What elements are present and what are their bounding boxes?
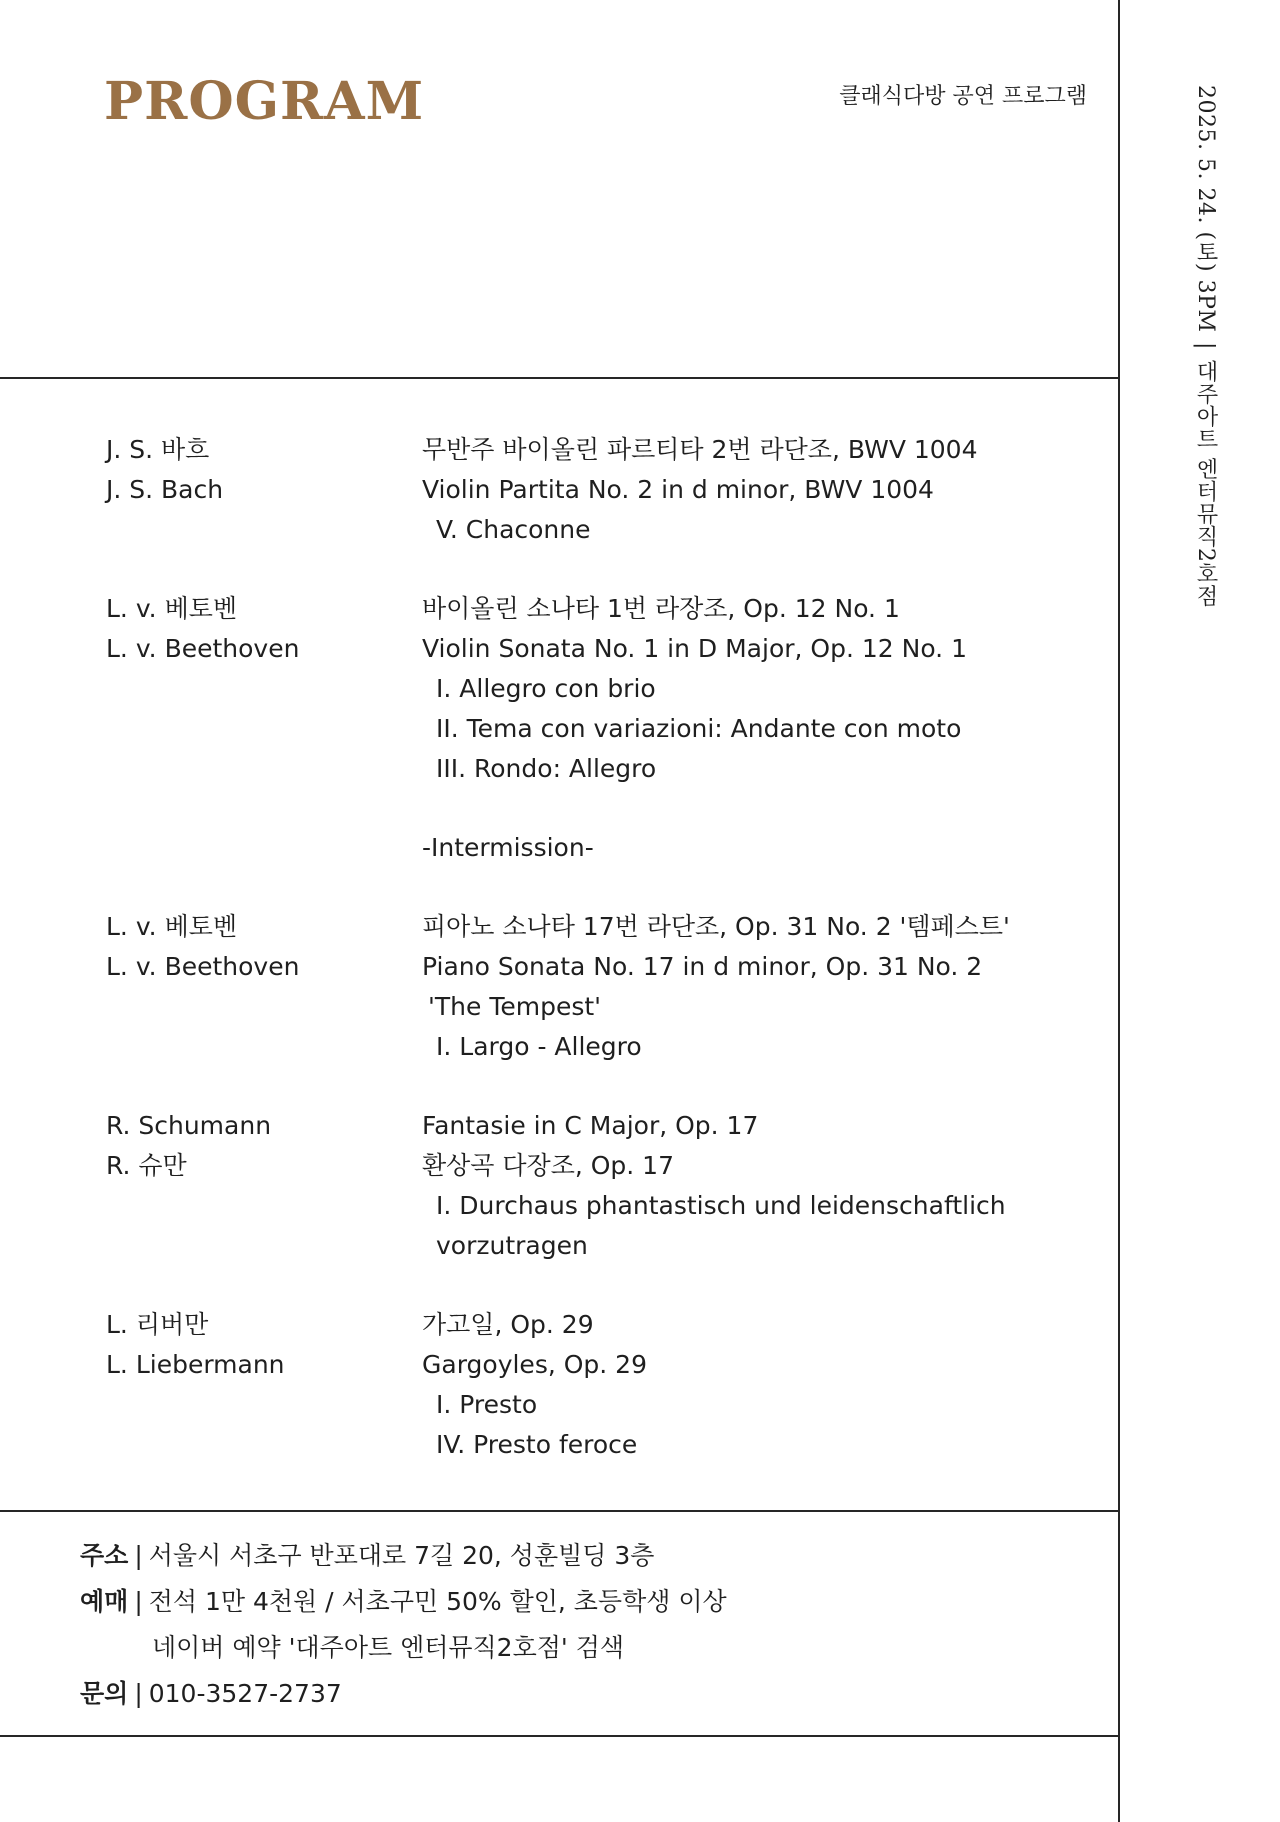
- composer-english: L. v. Beethoven: [106, 952, 300, 981]
- ticket-label: 예매: [80, 1587, 129, 1616]
- composer-english: L. v. Beethoven: [106, 634, 300, 663]
- piece-title-korean: 바이올린 소나타 1번 라장조, Op. 12 No. 1: [422, 594, 900, 623]
- ticket-value: 전석 1만 4천원 / 서초구민 50% 할인, 초등학생 이상: [148, 1587, 727, 1616]
- program-item-schumann: [106, 1106, 1122, 1266]
- separator: |: [134, 1679, 143, 1708]
- event-info: [80, 1533, 727, 1717]
- program-list: [106, 430, 1122, 1465]
- piece-title-english: Piano Sonata No. 17 in d minor, Op. 31 No. 2: [422, 952, 983, 981]
- divider-bottom: [0, 1510, 1119, 1512]
- movement: I. Allegro con brio: [436, 674, 656, 703]
- movement: V. Chaconne: [436, 515, 591, 544]
- page-subtitle: 클래식다방 공연 프로그램: [839, 84, 1087, 109]
- piece-title-korean: 가고일, Op. 29: [422, 1310, 594, 1339]
- composer: [106, 1305, 406, 1385]
- separator: |: [134, 1541, 143, 1570]
- composer-english: J. S. Bach: [106, 475, 224, 504]
- program-item-liebermann: [106, 1305, 1122, 1465]
- separator: |: [1193, 342, 1218, 351]
- composer-korean: L. 리버만: [106, 1310, 209, 1339]
- intermission-label: -Intermission-: [422, 833, 594, 862]
- composer: [106, 430, 406, 510]
- composer: [106, 589, 406, 669]
- composer: [106, 1106, 406, 1186]
- composer-korean: L. v. 베토벤: [106, 594, 238, 623]
- piece: [422, 1106, 1122, 1266]
- movement: II. Tema con variazioni: Andante con moto: [436, 714, 962, 743]
- composer-english: R. Schumann: [106, 1111, 272, 1140]
- piece-title-english: Violin Sonata No. 1 in D Major, Op. 12 No. 1: [422, 634, 967, 663]
- divider-top: [0, 377, 1119, 379]
- piece: [422, 907, 1122, 1067]
- piece-title-english: Fantasie in C Major, Op. 17: [422, 1111, 759, 1140]
- movement: III. Rondo: Allegro: [436, 754, 657, 783]
- ticket-note-row: [80, 1625, 727, 1671]
- event-venue: 대주아트 엔터뮤직2호점: [1193, 360, 1218, 608]
- piece-title-korean: 피아노 소나타 17번 라단조, Op. 31 No. 2 '템페스트': [422, 912, 1010, 941]
- composer-korean: R. 슈만: [106, 1151, 187, 1180]
- ticket-row: [80, 1579, 727, 1625]
- contact-label: 문의: [80, 1679, 129, 1708]
- event-date-venue: [1190, 85, 1221, 607]
- piece: [422, 430, 1122, 550]
- program-item-beethoven-violin-sonata: [106, 589, 1122, 789]
- contact-value: 010-3527-2737: [148, 1679, 342, 1708]
- program-item-bach: [106, 430, 1122, 550]
- address-label: 주소: [80, 1541, 129, 1570]
- composer: [106, 907, 406, 987]
- movement-continued: vorzutragen: [436, 1231, 588, 1260]
- event-date: 2025. 5. 24. (토) 3PM: [1193, 85, 1218, 333]
- divider-footer: [0, 1735, 1119, 1737]
- composer-korean: J. S. 바흐: [106, 435, 210, 464]
- contact-row: [80, 1671, 727, 1717]
- composer-korean: L. v. 베토벤: [106, 912, 238, 941]
- separator: |: [134, 1587, 143, 1616]
- address-value: 서울시 서초구 반포대로 7길 20, 성훈빌딩 3층: [148, 1541, 655, 1570]
- piece: [422, 1305, 1122, 1465]
- movement: I. Largo - Allegro: [436, 1032, 642, 1061]
- piece-title-english: Gargoyles, Op. 29: [422, 1350, 647, 1379]
- movement: I. Durchaus phantastisch und leidenschaftlich: [436, 1191, 1006, 1220]
- piece-title-korean: 무반주 바이올린 파르티타 2번 라단조, BWV 1004: [422, 435, 978, 464]
- page-title: PROGRAM: [104, 71, 425, 132]
- ticket-note: 네이버 예약 '대주아트 엔터뮤직2호점' 검색: [152, 1633, 624, 1662]
- piece-title-english: Violin Partita No. 2 in d minor, BWV 1004: [422, 475, 934, 504]
- vertical-divider: [1118, 0, 1120, 1822]
- composer-english: L. Liebermann: [106, 1350, 285, 1379]
- piece-nickname: 'The Tempest': [428, 992, 602, 1021]
- piece: [422, 589, 1122, 789]
- address-row: [80, 1533, 727, 1579]
- movement: I. Presto: [436, 1390, 538, 1419]
- piece-title-korean: 환상곡 다장조, Op. 17: [422, 1151, 674, 1180]
- program-item-beethoven-tempest: [106, 907, 1122, 1067]
- movement: IV. Presto feroce: [436, 1430, 638, 1459]
